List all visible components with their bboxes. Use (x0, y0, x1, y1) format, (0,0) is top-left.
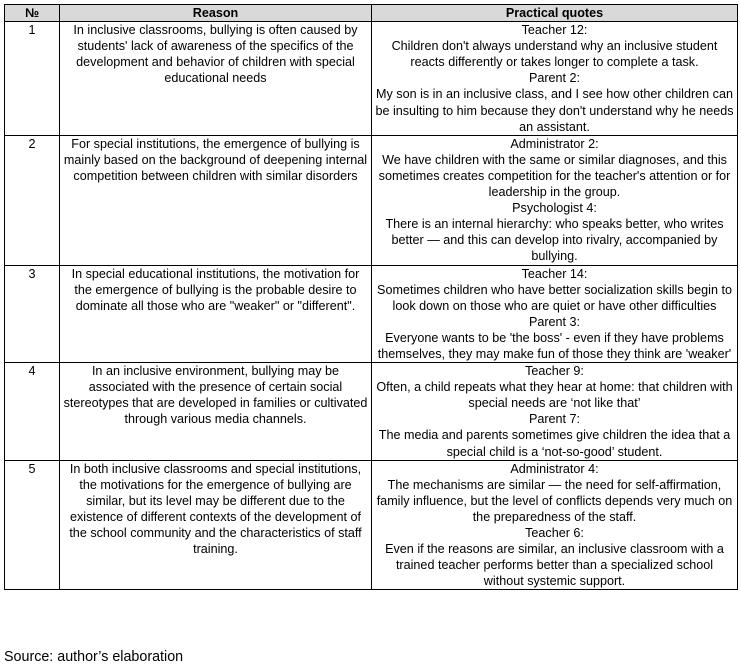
quote-text: The media and parents sometimes give children the idea that a special child is a ‘not-so-good’ student. (378, 428, 731, 459)
table-row (5, 135, 738, 265)
quote-text: Children don't always understand why an inclusive student reacts differently or takes longer to complete a task. (391, 39, 718, 70)
table-row (5, 22, 738, 136)
row-number: 5 (5, 460, 60, 590)
quotes-cell (372, 135, 738, 265)
quotes-cell (372, 460, 738, 590)
quote-text: Even if the reasons are similar, an inclusive classroom with a trained teacher performs better than a specialized school without systemic support. (385, 542, 724, 589)
quote-speaker: Administrator 2: (510, 136, 599, 151)
quote-speaker: Teacher 12: (521, 23, 588, 38)
reason-cell: For special institutions, the emergence of bullying is mainly based on the background of deepening internal competition between children with similar disorders (60, 135, 372, 265)
header-num: № (5, 5, 60, 22)
table-row (5, 363, 738, 461)
reason-cell: In both inclusive classrooms and special institutions, the motivations for the emergence of bullying are similar, but its level may be different due to the existence of different contexts of the development of the school community and the characteristics of staff training. (60, 460, 372, 590)
reason-cell: In an inclusive environment, bullying may be associated with the presence of certain social stereotypes that are developed in families or cultivated through various media channels. (60, 363, 372, 461)
quote-speaker: Parent 3: (528, 314, 581, 329)
table-row (5, 460, 738, 590)
table-row (5, 265, 738, 363)
row-number: 1 (5, 22, 60, 136)
reasons-table (4, 4, 738, 590)
reason-cell: In inclusive classrooms, bullying is often caused by students' lack of awareness of the specifics of the development and behavior of children with special educational needs (60, 22, 372, 136)
header-reason: Reason (60, 5, 372, 22)
quote-text: We have children with the same or similar diagnoses, and this sometimes creates competition for the teacher's attention or for leadership in the group. (378, 152, 731, 200)
quote-text: The mechanisms are similar — the need for self-affirmation, family influence, but the level of conflicts depends very much on the preparedness of the staff. (376, 477, 733, 524)
quote-speaker: Administrator 4: (510, 461, 599, 476)
quotes-cell (372, 363, 738, 461)
quote-text: Sometimes children who have better socialization skills begin to look down on those who are quiet or have other difficulties (377, 282, 732, 313)
quote-text: Often, a child repeats what they hear at home: that children with special needs are ‘not like that’ (376, 380, 733, 411)
quote-text: Everyone wants to be 'the boss' - even if they have problems themselves, they may make fun of those they think are 'weaker' (377, 330, 732, 361)
quotes-cell (372, 22, 738, 136)
source-note: Source: author’s elaboration (4, 649, 184, 665)
quote-text: My son is in an inclusive class, and I see how other children can be insulting to him because they don't understand why he needs an assistant. (375, 87, 734, 134)
quote-speaker: Teacher 9: (525, 364, 584, 379)
table-header-row (5, 5, 738, 22)
quote-speaker: Parent 7: (528, 412, 581, 427)
row-number: 4 (5, 363, 60, 461)
row-number: 2 (5, 135, 60, 265)
reason-cell: In special educational institutions, the motivation for the emergence of bullying is the probable desire to dominate all those who are "weaker" or "different". (60, 265, 372, 363)
quote-speaker: Teacher 14: (521, 266, 588, 281)
quotes-cell (372, 265, 738, 363)
row-number: 3 (5, 265, 60, 363)
quote-speaker: Psychologist 4: (512, 201, 597, 216)
quote-speaker: Parent 2: (528, 71, 581, 86)
quote-speaker: Teacher 6: (525, 526, 584, 540)
header-quotes: Practical quotes (372, 5, 738, 22)
quote-text: There is an internal hierarchy: who speaks better, who writes better — and this can develop into rivalry, accompanied by bullying. (385, 217, 724, 264)
